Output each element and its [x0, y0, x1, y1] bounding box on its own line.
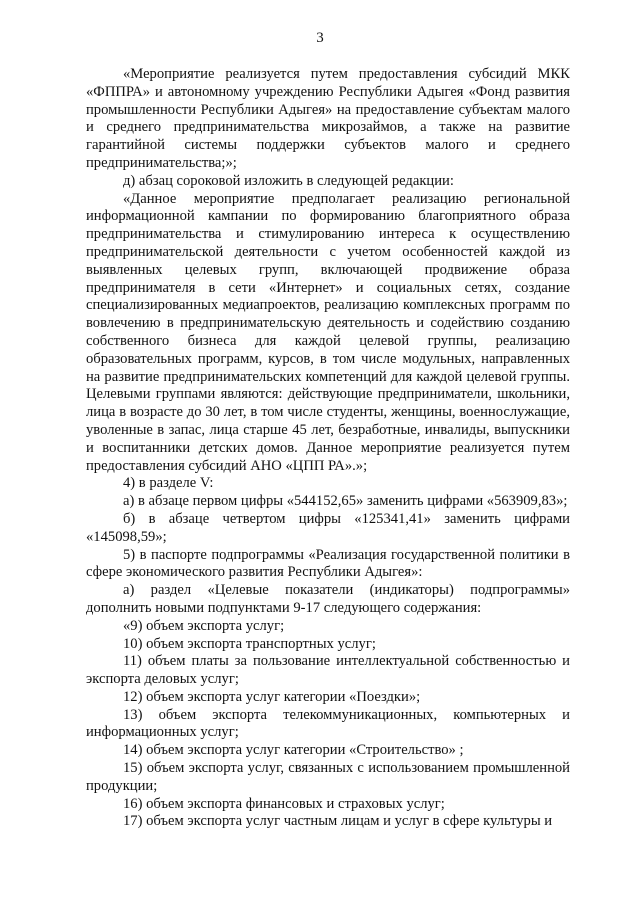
- list-item: 10) объем экспорта транспортных услуг;: [123, 635, 376, 652]
- paragraph: 4) в разделе V:: [123, 475, 214, 492]
- paragraph: а) в абзаце первом цифры «544152,65» заменить цифрами «563909,83»;: [123, 493, 568, 510]
- paragraph: б) в абзаце четвертом цифры «125341,41» заменить цифрами «145098,59»;: [86, 510, 570, 545]
- paragraph: 5) в паспорте подпрограммы «Реализация государственной политики в сфере экономического развития Республики Адыгея»:: [86, 546, 570, 581]
- list-item: 12) объем экспорта услуг категории «Поездки»;: [123, 688, 421, 705]
- list-item: 11) объем платы за пользование интеллектуальной собственностью и экспорта деловых услуг;: [86, 653, 570, 688]
- paragraph: а) раздел «Целевые показатели (индикаторы) подпрограммы» дополнить новыми подпунктами 9-17 следующего содержания:: [86, 582, 570, 616]
- list-item: 13) объем экспорта телекоммуникационных, компьютерных и информационных услуг;: [86, 706, 570, 741]
- paragraph: «Данное мероприятие предполагает реализацию региональной информационной кампании по формированию благоприятного образа предпринимательства и стимулированию интереса к осуществлению предпринимательской деятельности с учетом особенностей каждой из выявленных целевых групп, включающей продвижение образа предпринимателя в сети «Интернет» и социальных сетях, создание специализированных медиапроектов, реализацию комплексных программ по вовлечению в предпринимательскую деятельность и содействию созданию собственного бизнеса для каждой целевой группы, реализацию образовательных программ, курсов, в том числе модульных, направленных на развитие предпринимательских компетенций для каждой целевой группы. Целевыми группами являются: действующие предприниматели, школьники, лица в возрасте до 30 лет, в том числе студенты, женщины, военнослужащие, уволенные в запас, лица старше 45 лет, безработные, инвалиды, выпускники и воспитанники детских домов. Данное мероприятие реализуется путем предоставления субсидий АНО «ЦПП РА».»;: [86, 190, 570, 474]
- list-item: 16) объем экспорта финансовых и страховых услуг;: [123, 795, 445, 812]
- list-item: 17) объем экспорта услуг частным лицам и услуг в сфере культуры и: [123, 813, 553, 830]
- list-item: 15) объем экспорта услуг, связанных с использованием промышленной продукции;: [86, 760, 570, 794]
- list-item: 14) объем экспорта услуг категории «Строительство» ;: [123, 742, 464, 759]
- page-number: 3: [316, 30, 324, 46]
- document-body: [86, 66, 570, 831]
- paragraph: «Мероприятие реализуется путем предоставления субсидий МКК «ФППРА» и автономному учреждению Республики Адыгея «Фонд развития промышленности Республики Адыгея» на предоставление субъектам малого и среднего предпринимательства микрозаймов, а также на развитие гарантийной системы поддержки субъектов малого и среднего предпринимательства;»;: [86, 66, 570, 171]
- paragraph: д) абзац сороковой изложить в следующей редакции:: [123, 172, 454, 189]
- list-item: «9) объем экспорта услуг;: [123, 617, 285, 634]
